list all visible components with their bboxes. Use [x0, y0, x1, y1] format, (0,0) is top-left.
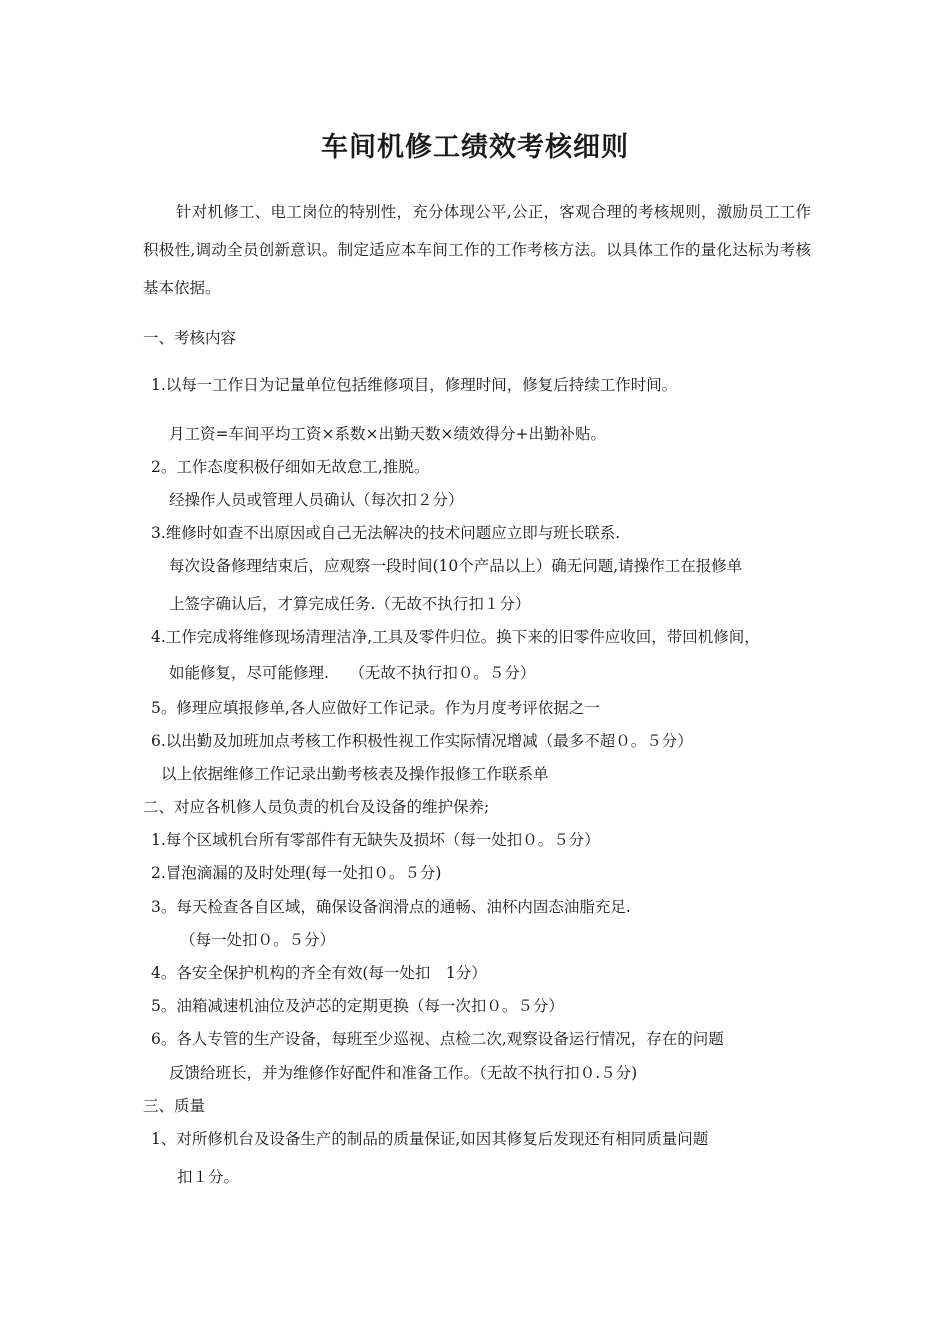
- list-item-continuation: 扣１分。: [177, 1168, 240, 1186]
- list-item: 3.维修时如查不出原因或自己无法解决的技术问题应立即与班长联系.: [151, 524, 621, 542]
- list-item-continuation: 如能修复，尽可能修理. （无故不执行扣０。５分）: [169, 664, 536, 682]
- salary-formula: 月工资=车间平均工资×系数×出勤天数×绩效得分+出勤补贴。: [169, 425, 606, 443]
- intro-paragraph: 针对机修工、电工岗位的特别性，充分体现公平,公正，客观合理的考核规则，激励员工工作积极性,调动全员创新意识。制定适应本车间工作的工作考核方法。以具体工作的量化达标为考核基本依据。: [143, 203, 811, 297]
- section-heading-maintenance: 二、对应各机修人员负责的机台及设备的维护保养;: [143, 798, 490, 816]
- list-item: 6。各人专管的生产设备，每班至少巡视、点检二次,观察设备运行情况，存在的问题: [151, 1030, 724, 1048]
- list-item-continuation: 上签字确认后，才算完成任务.（无故不执行扣１分）: [169, 595, 531, 613]
- list-item: 2。工作态度积极仔细如无故怠工,推脱。: [151, 458, 430, 476]
- section-heading-assessment: 一、考核内容: [143, 329, 237, 347]
- list-item-continuation: 每次设备修理结束后，应观察一段时间(10个产品以上）确无问题,请操作工在报修单: [169, 557, 743, 575]
- list-item: 5。修理应填报修单,各人应做好工作记录。作为月度考评依据之一: [151, 699, 600, 717]
- document-title: 车间机修工绩效考核细则: [321, 132, 629, 163]
- list-item: 2.冒泡滴漏的及时处理(每一处扣０。５分): [151, 864, 442, 882]
- list-item-continuation: 反馈给班长，并为维修作好配件和准备工作。（无故不执行扣０.５分): [169, 1064, 638, 1082]
- list-item: 4。各安全保护机构的齐全有效(每一处扣 1分）: [151, 964, 487, 982]
- basis-note: 以上依据维修工作记录出勤考核表及操作报修工作联系单: [161, 765, 549, 783]
- list-item-continuation: （每一处扣０。５分）: [180, 931, 336, 949]
- section-heading-quality: 三、质量: [143, 1097, 206, 1115]
- list-item: 1.以每一工作日为记量单位包括维修项目，修理时间，修复后持续工作时间。: [151, 376, 678, 394]
- list-item: 4.工作完成将维修现场清理洁净,工具及零件归位。换下来的旧零件应收回，带回机修间，: [151, 628, 760, 646]
- list-item: 5。油箱减速机油位及泸芯的定期更换（每一次扣０。５分）: [151, 997, 564, 1015]
- list-item: 6.以出勤及加班加点考核工作积极性视工作实际情况增减（最多不超０。５分）: [151, 732, 693, 750]
- list-item-continuation: 经操作人员或管理人员确认（每次扣２分）: [169, 491, 464, 509]
- list-item: 1、对所修机台及设备生产的制品的质量保证,如因其修复后发现还有相同质量问题: [151, 1130, 709, 1148]
- list-item: 1.每个区域机台所有零部件有无缺失及损坏（每一处扣０。５分）: [151, 831, 600, 849]
- list-item: 3。每天检查各自区域，确保设备润滑点的通畅、油杯内固态油脂充足.: [151, 898, 631, 916]
